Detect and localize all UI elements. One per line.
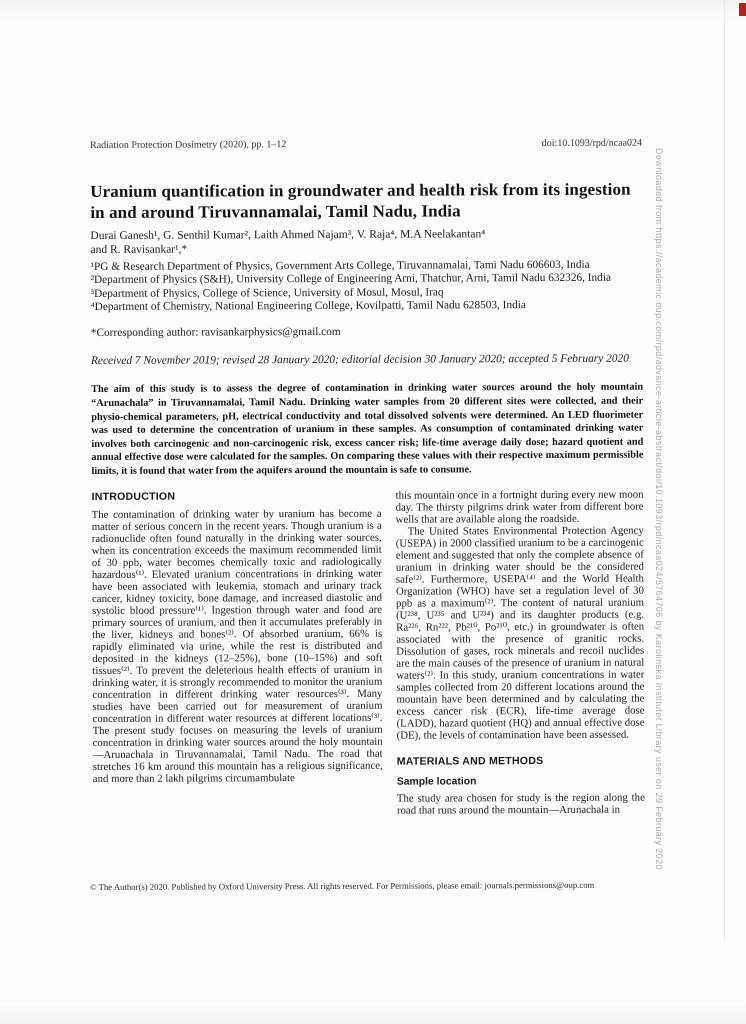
sample-location-paragraph: The study area chosen for study is the region along the road that runs around the mountain—Arunachala in xyxy=(396,792,645,818)
copyright-footer: © The Author(s) 2020. Published by Oxford University Press. All rights reserved. For Permissions, please email: journals.permissions@oup.com xyxy=(90,879,595,892)
article-content xyxy=(90,138,645,819)
two-column-body xyxy=(92,489,645,818)
received-history-line: Received 7 November 2019; revised 28 January 2020; editorial decision 30 January 2020; accepted 5 February 2020 xyxy=(90,352,629,367)
introduction-heading: INTRODUCTION xyxy=(91,491,176,504)
authors-line-1: Durai Ganesh¹, G. Senthil Kumar², Laith Ahmed Najam³, V. Raja⁴, M.A Neelakantan⁴ xyxy=(90,228,486,243)
introduction-paragraph-right-2: The United States Environmental Protection Agency (USEPA) in 2000 classified uranium to be a carcinogenic element and suggested that only the complete absence of uranium in drinking water should be the considered safe⁽²⁾. Furthermore, USEPA⁽⁴⁾ and the World Health Organization (WHO) have set a regulation level of 30 ppb as a maximum⁽²⁾. The content of natural uranium (U²³⁸, U²³⁵ and U²³⁴) and its daughter products (e.g. Ra²²⁶, Rn²²², Pb²¹⁰, Po²¹⁰, etc.) in groundwater is often associated with the presence of granitic rocks. Dissolution of gases, rock minerals and recoil nuclides are the main causes of the presence of uranium in natural waters⁽²⁾. In this study, uranium concentrations in water samples collected from 20 different locations around the mountain have been determined and by calculating the excess cancer risk (ECR), life-time average dose (LADD), hazard quotient (HQ) and annual effective dose (DE), the levels of contamination have been assessed. xyxy=(395,525,645,743)
authors-line-2: and R. Ravisankar¹,* xyxy=(90,243,188,257)
affiliations-block xyxy=(91,259,643,314)
sample-location-heading: Sample location xyxy=(396,776,477,789)
doi-text: doi:10.1093/rpd/ncaa024 xyxy=(541,137,643,150)
materials-methods-heading: MATERIALS AND METHODS xyxy=(396,755,544,769)
affiliation-2: ²Department of Physics (S&H), University College of Engineering Arni, Thatchur, Arni, Tamil Nadu 632326, India xyxy=(90,272,611,287)
materials-methods-section xyxy=(397,755,645,817)
abstract-text: The aim of this study is to assess the degree of contamination in drinking water sources around the holy mountain “Arunachala” in Tiruvannamalai, Tamil Nadu. Drinking water samples from 20 different sites were collected, and their physio-chemical parameters, pH, electrical conductivity and total dissolved solvents were determined. An LED fluorimeter was used to determine the concentration of uranium in these samples. As consumption of contaminated drinking water involves both carcinogenic and non-carcinogenic risk, excess cancer risk; life-time average daily dose; hazard quotient and annual effective dose were calculated for the samples. On comparing these values with their respective maximum permissible limits, it is found that water from the aquifers around the mountain is safe to consume. xyxy=(91,382,644,477)
scan-edge-line xyxy=(724,0,725,940)
affiliation-1: ¹PG & Research Department of Physics, Government Arts College, Tiruvannamalai, Tami Nadu 606603, India xyxy=(90,258,590,274)
introduction-paragraph-right-1: this mountain once in a fortnight during every new moon day. The thirsty pilgrims drink water from different bore wells that are available along the roadside. xyxy=(395,489,644,527)
body-column-left xyxy=(92,490,383,818)
body-column-right xyxy=(396,489,645,817)
running-header xyxy=(90,138,642,151)
introduction-paragraph-left: The contamination of drinking water by uranium has become a matter of serious concern in the recent years. Though uranium is a radionuclide often found naturally in the drinking water sources, when its concentration exceeds the maximum recommended limit of 30 ppb, water becomes chemically toxic and radiologically hazardous⁽¹⁾. Elevated uranium concentrations in drinking water have been associated with leukemia, stomach and urinary track cancer, kidney toxicity, bone damage, and increased diastolic and systolic blood pressure⁽¹⁾. Ingestion through water and food are primary sources of uranium, and then it accumulates preferably in the liver, kidneys and bones⁽²⁾. Of absorbed uranium, 66% is rapidly eliminated via urine, while the rest is distributed and deposited in the kidneys (12–25%), bone (10–15%) and soft tissues⁽²⁾. To prevent the deleterious health effects of uranium in drinking water, it is strongly recommended to monitor the uranium concentration in different drinking water resources⁽³⁾. Many studies have been carried out for measurement of uranium concentration in different water resources at different locations⁽³⁾. The present study focuses on measuring the levels of uranium concentration in drinking water sources around the holy mountain—Arunachala in Tiruvannamalai, Tamil Nadu. The road that stretches 16 km around this mountain has a religious significance, and more than 2 lakh pilgrims circumambulate xyxy=(91,508,383,786)
corresponding-author-line: *Corresponding author: ravisankarphysics@gmail.com xyxy=(90,325,341,339)
article-title: Uranium quantification in groundwater and health risk from its ingestion in and around Tiruvannamalai, Tamil Nadu, India xyxy=(90,179,631,222)
download-watermark: Downloaded from https://academic.oup.com/rpd/advance-article-abstract/doi/10.1093/rpd/ncaa024/5764706 by Karolinska Institutet Library user on 29 February 2020 xyxy=(654,148,664,870)
affiliation-4: ⁴Department of Chemistry, National Engineering College, Kovilpatti, Tamil Nadu 628503, India xyxy=(90,299,526,314)
authors-block xyxy=(90,228,642,258)
affiliation-3: ³Department of Physics, College of Science, University of Mosul, Mosul, Iraq xyxy=(90,286,444,300)
journal-citation: Radiation Protection Dosimetry (2020), pp. 1–12 xyxy=(90,139,287,151)
red-corner-mark xyxy=(739,3,746,16)
